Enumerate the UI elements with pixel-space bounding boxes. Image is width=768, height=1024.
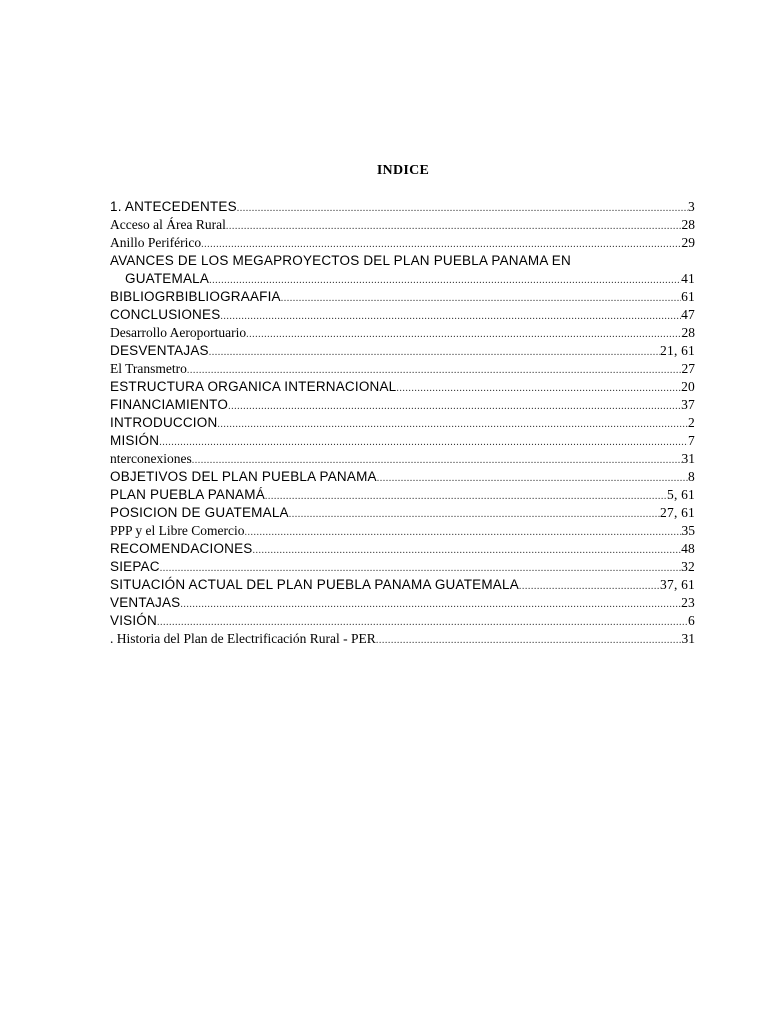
index-title: INDICE: [376, 163, 430, 178]
toc-page-number: 27: [681, 361, 695, 376]
toc-page-number: 5, 61: [667, 487, 695, 502]
toc-page-number: 37: [681, 397, 695, 412]
dot-leader: [209, 344, 660, 360]
dot-leader: [237, 200, 688, 216]
toc-entry-label: PPP y el Libre Comercio: [110, 523, 245, 538]
toc-entry[interactable]: [110, 630, 695, 648]
toc-page-number: 37, 61: [660, 577, 695, 592]
toc-page-number: 23: [681, 595, 695, 610]
toc-entry-label: FINANCIAMIENTO: [110, 397, 229, 412]
toc-entry[interactable]: [110, 540, 695, 558]
dot-leader: [157, 614, 688, 630]
toc-entry[interactable]: [110, 306, 695, 324]
toc-entry[interactable]: [110, 486, 695, 504]
toc-entry[interactable]: [110, 216, 695, 234]
dot-leader: [160, 560, 681, 576]
toc-page-number: 6: [688, 613, 695, 628]
toc-entry-label: 1. ANTECEDENTES: [110, 199, 237, 214]
toc-entry-label: VISIÓN: [110, 613, 157, 628]
dot-leader: [192, 452, 682, 468]
toc-entry-label: El Transmetro: [110, 361, 187, 376]
toc-entry-label: RECOMENDACIONES: [110, 541, 253, 556]
dot-leader: [376, 632, 682, 648]
toc-entry-label: Desarrollo Aeroportuario: [110, 325, 247, 340]
toc-entry-label: SITUACIÓN ACTUAL DEL PLAN PUEBLA PANAMA GUATEMALA: [110, 577, 519, 592]
toc-entry-label: SIEPAC: [110, 559, 160, 574]
toc-page-number: 8: [688, 469, 695, 484]
toc-entry[interactable]: [110, 360, 695, 378]
toc-page-number: 32: [681, 559, 695, 574]
toc-entry-label: AVANCES DE LOS MEGAPROYECTOS DEL PLAN PUEBLA PANAMA EN: [110, 253, 571, 268]
toc-page-number: 29: [681, 235, 695, 250]
toc-entry[interactable]: [110, 468, 695, 486]
dot-leader: [519, 578, 660, 594]
dot-leader: [228, 398, 681, 414]
dot-leader: [187, 362, 682, 378]
toc-entry-label: PLAN PUEBLA PANAMÁ: [110, 487, 265, 502]
toc-page-number: 3: [688, 199, 695, 214]
toc-entry-label: . Historia del Plan de Electrificación Rural - PER: [110, 631, 376, 646]
toc-page-number: 20: [681, 379, 695, 394]
dot-leader: [220, 308, 681, 324]
dot-leader: [201, 236, 681, 252]
toc-entry[interactable]: [110, 378, 695, 396]
toc-entry[interactable]: [110, 324, 695, 342]
toc-entry[interactable]: [110, 612, 695, 630]
dot-leader: [281, 290, 681, 306]
toc-entry-label: MISIÓN: [110, 433, 160, 448]
toc-entry-label: nterconexiones: [110, 451, 192, 466]
toc-page-number: 28: [681, 325, 695, 340]
dot-leader: [289, 506, 660, 522]
toc-entry-label: INTRODUCCION: [110, 415, 218, 430]
toc-entry-label: Anillo Periférico: [110, 235, 202, 250]
toc-entry[interactable]: [110, 522, 695, 540]
toc-page-number: 61: [681, 289, 695, 304]
toc-entry-label: VENTAJAS: [110, 595, 181, 610]
toc-entry[interactable]: [110, 288, 695, 306]
toc-entry-label: OBJETIVOS DEL PLAN PUEBLA PANAMA: [110, 469, 377, 484]
toc-page-number: 48: [681, 541, 695, 556]
toc-page-number: 2: [688, 415, 695, 430]
toc-entry[interactable]: [110, 234, 695, 252]
toc-entry[interactable]: [110, 198, 695, 216]
toc-entry-label: ESTRUCTURA ORGANICA INTERNACIONAL: [110, 379, 397, 394]
toc-entry-label: Acceso al Área Rural: [110, 217, 226, 232]
dot-leader: [246, 326, 681, 342]
dot-leader: [217, 416, 688, 432]
dot-leader: [209, 272, 681, 288]
toc-entry[interactable]: [110, 396, 695, 414]
toc-entry-label: BIBLIOGRBIBLIOGRAAFIA: [110, 289, 281, 304]
toc-entry[interactable]: [110, 558, 695, 576]
toc-entry[interactable]: [110, 504, 695, 522]
toc-entry[interactable]: [110, 414, 695, 432]
dot-leader: [265, 488, 667, 504]
toc-entry[interactable]: [110, 576, 695, 594]
dot-leader: [245, 524, 682, 540]
toc-entry[interactable]: [110, 432, 695, 450]
toc-entry-label: DESVENTAJAS: [110, 343, 209, 358]
dot-leader: [159, 434, 688, 450]
toc-entry-label: CONCLUSIONES: [110, 307, 221, 322]
table-of-contents: [110, 198, 695, 648]
toc-page-number: 28: [681, 217, 695, 232]
toc-page-number: 27, 61: [660, 505, 695, 520]
dot-leader: [396, 380, 681, 396]
toc-page-number: 47: [681, 307, 695, 322]
toc-entry[interactable]: [110, 342, 695, 360]
toc-entry[interactable]: [110, 252, 695, 270]
toc-entry[interactable]: [110, 594, 695, 612]
toc-page-number: 31: [681, 631, 695, 646]
toc-entry[interactable]: [110, 270, 695, 288]
toc-entry-label: GUATEMALA: [125, 271, 210, 286]
toc-page-number: 31: [681, 451, 695, 466]
toc-entry-label: POSICION DE GUATEMALA: [110, 505, 289, 520]
dot-leader: [377, 470, 688, 486]
dot-leader: [226, 218, 682, 234]
dot-leader: [180, 596, 681, 612]
dot-leader: [253, 542, 682, 558]
toc-page-number: 7: [688, 433, 695, 448]
toc-page-number: 41: [681, 271, 695, 286]
toc-page-number: 21, 61: [660, 343, 695, 358]
toc-page-number: 35: [681, 523, 695, 538]
toc-entry[interactable]: [110, 450, 695, 468]
